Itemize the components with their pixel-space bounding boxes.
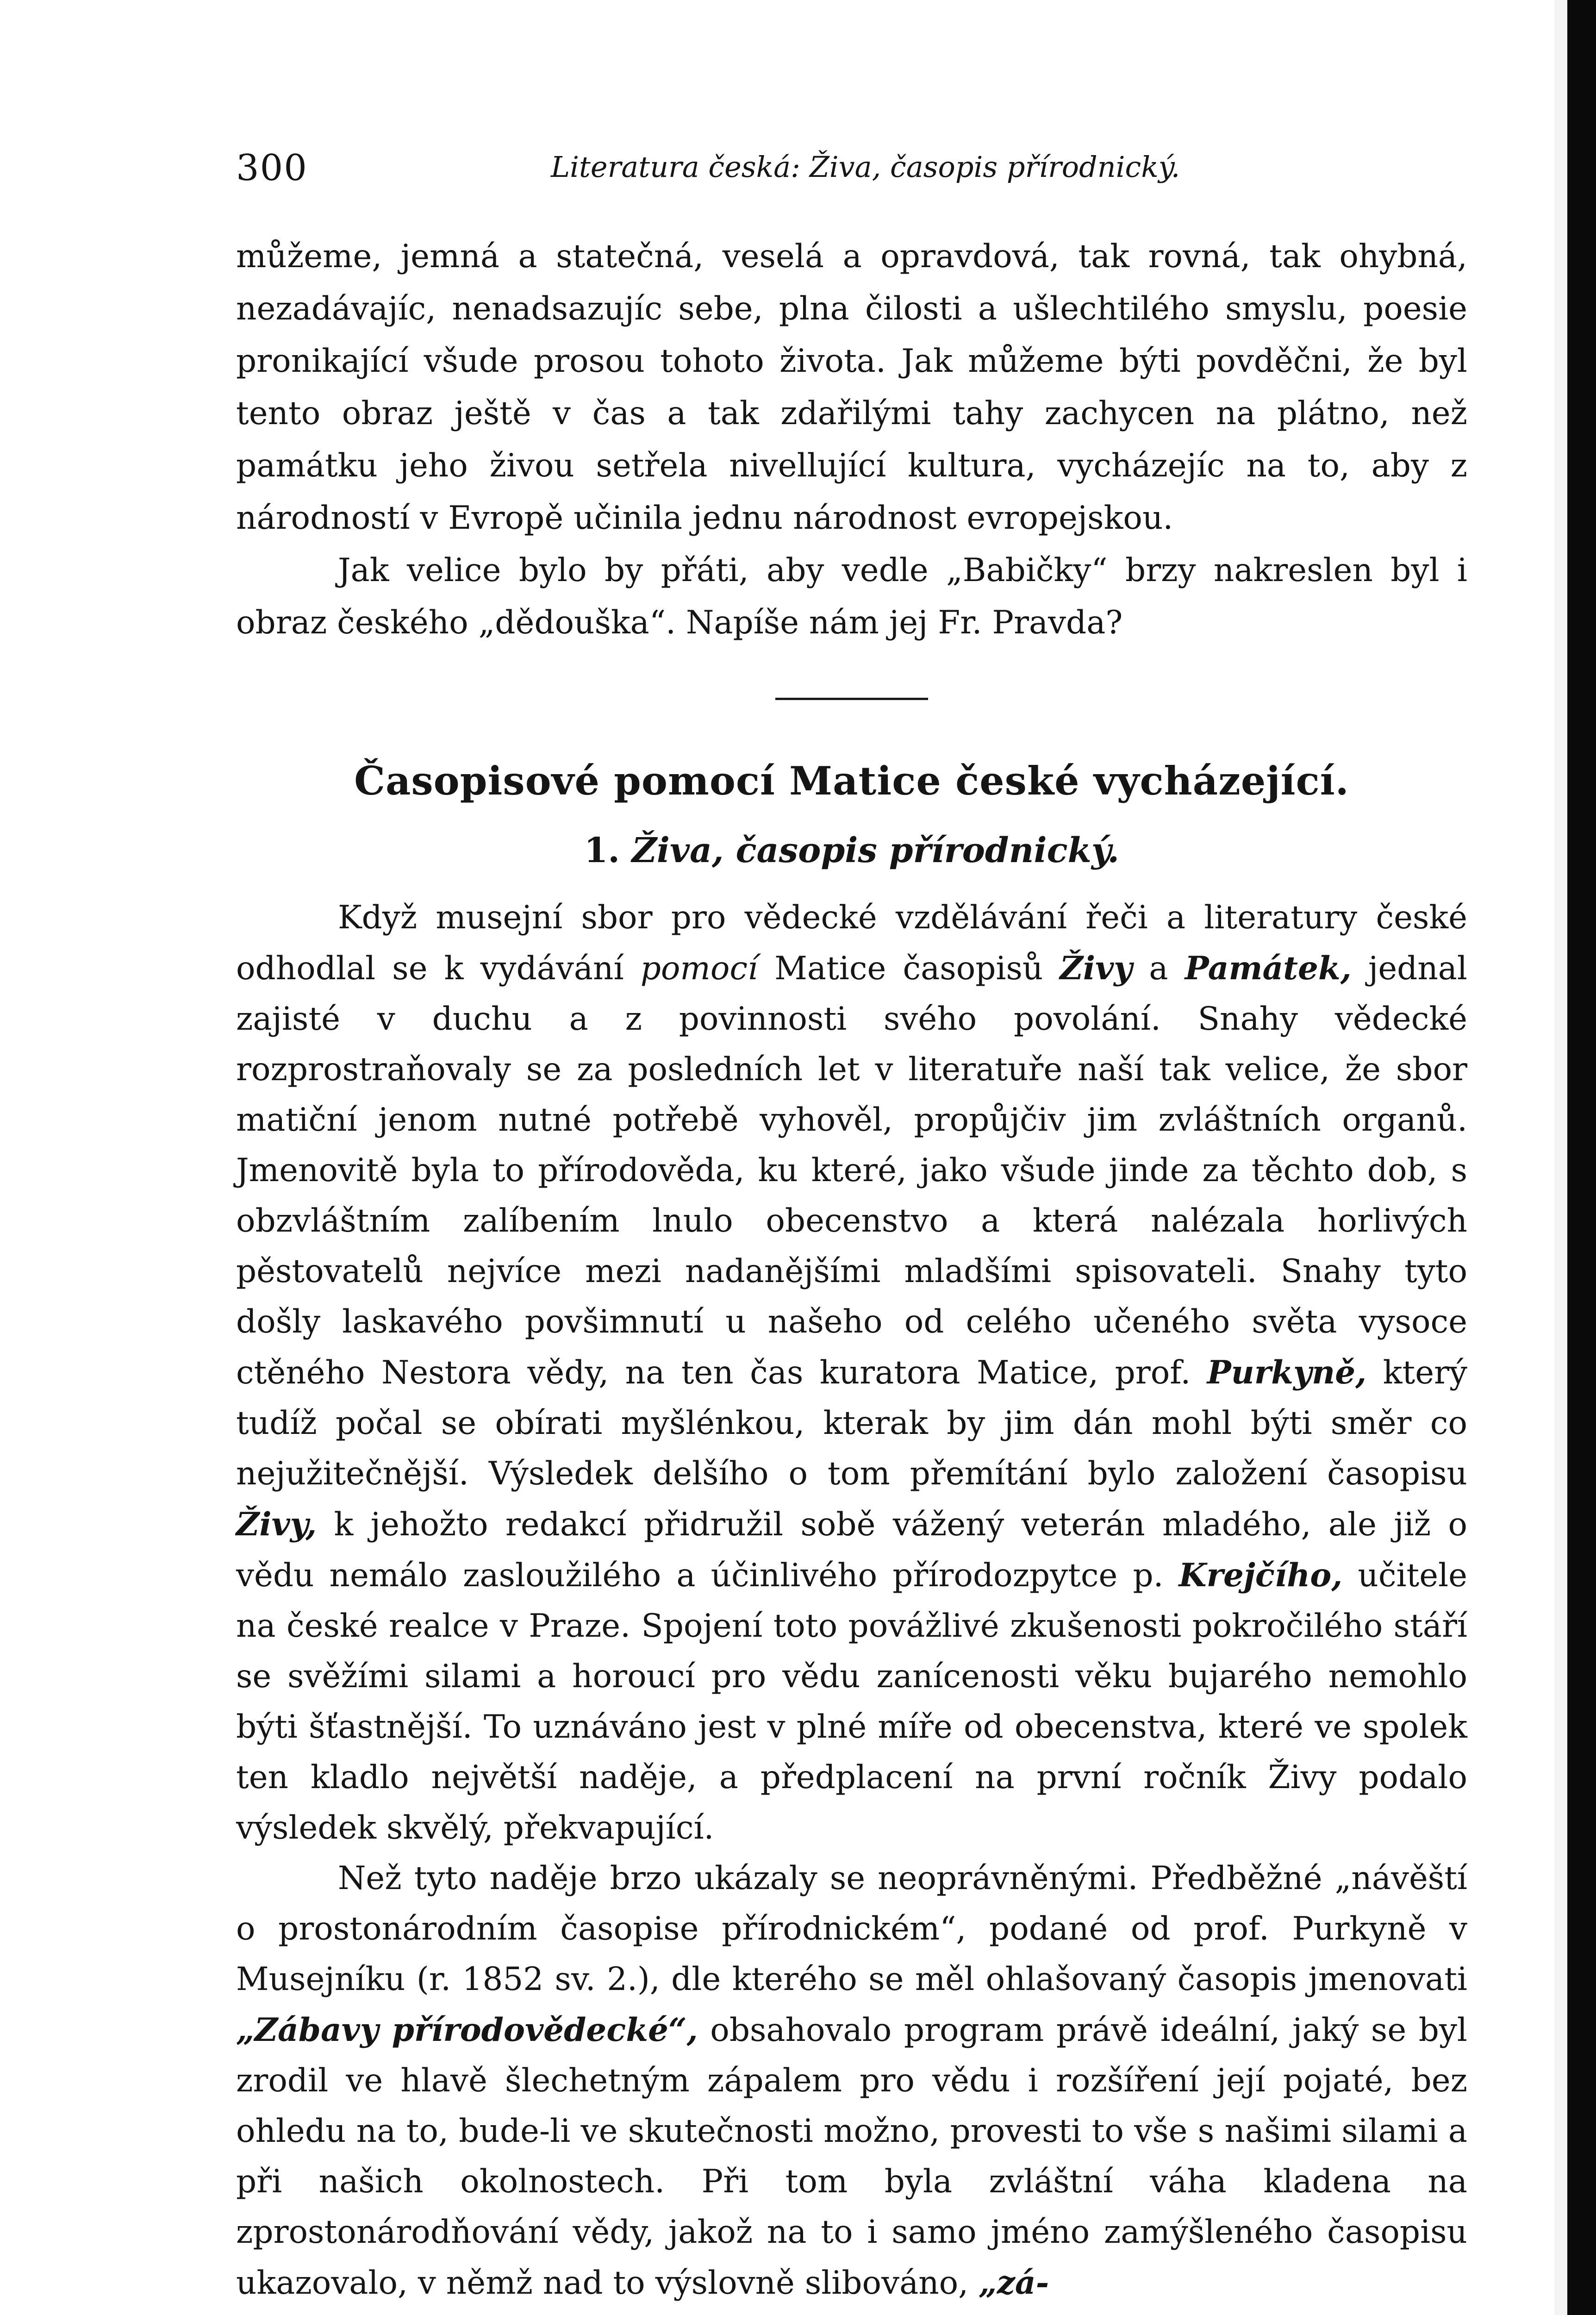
text-run: a [1149,950,1168,987]
scan-edge-bar [1567,0,1596,2315]
emphasis-text: Živy, [236,1506,317,1543]
scan-edge-margin [1554,0,1567,2315]
text-run: obsahovalo program právě ideální, jaký se byl zrodil ve hlavě šlechetným zápalem pro vědu i rozšíření její pojaté, bez ohledu na to, bude-li ve skutečnosti možno, provesti to vše s našimi silami a při našich okolnostech. Při tom byla zvláštní váha kladena na zprostonárodňování vědy, jakož na to i samo jméno zamýšleného časopisu ukazovalo, v němž nad to výslovně slibováno, [236,2012,1468,2302]
book-page [236,139,1467,2309]
page-number: 300 [236,147,308,189]
intro-paragraph-1: můžeme, jemná a statečná, veselá a opravdová, tak rovná, tak ohybná, nezadávajíc, nenadsazujíc sebe, plna čilosti a ušlechtilého smyslu, poesie pronikající všude prosou tohoto života. Jak můžeme býti povděčni, že byl tento obraz ještě v čas a tak zdařilými tahy zachycen na plátno, než památku jeho živou setřela nivellující kultura, vycházejíc na to, aby z národností v Evropě učinila jednu národnost evropejskou. [236,238,1467,537]
emphasis-text: pomocí [640,950,758,987]
section-divider [775,698,928,700]
text-run: učitele na české realce v Praze. Spojení toto povážlivé zkušenosti pokročilého stáří se svěžími silami a horoucí pro vědu zanícenosti věku bujarého nemohlo býti šťastnější. To uznáváno jest v plné míře od obecenstva, které ve spolek ten kladlo největší naděje, a předplacení na první ročník Živy podalo výsledek skvělý, překvapující. [236,1557,1468,1846]
text-run: k jehožto redakcí přidružil sobě vážený veterán mladého, ale již o vědu nemálo zasloužilého a účinlivého přírodozpytce p. [236,1506,1467,1594]
text-run: Než tyto naděje brzo ukázaly se neoprávněnými. Předběžné „návěští o prostonárodním časopise přírodnickém“, podané od prof. Purkyně v Musejníku (r. 1852 sv. 2.), dle kterého se měl ohlašovaný časopis jmenovati [236,1860,1467,1998]
running-title: Literatura česká: Živa, časopis přírodnický. [551,150,1180,184]
section-subtitle [236,831,1467,870]
main-paragraph-1 [236,893,1467,1853]
text-run: který tudíž počal se obírati myšlénkou, kterak by jim dán mohl býti směr co nejužitečnější. Výsledek delšího o tom přemítání bylo založení časopisu [236,1354,1467,1492]
section-title: Časopisové pomocí Matice české vycházející. [354,758,1349,804]
running-head [236,139,1467,194]
subtitle-text: Živa, časopis přírodnický. [631,831,1120,870]
emphasis-text: „zá- [979,2264,1049,2302]
main-paragraph-2 [236,1853,1467,2309]
subtitle-number: 1. [584,831,620,870]
text-run: Když musejní sbor pro vědecké vzdělávání řeči a literatury české odhodlal se k vydávání [236,899,1467,987]
emphasis-text: Purkyně, [1207,1354,1367,1391]
intro-paragraph-2: Jak velice bylo by přáti, aby vedle „Babičky“ brzy nakreslen byl i obraz českého „dědouška“. Napíše nám jej Fr. Pravda? [236,552,1467,641]
emphasis-text: „Zábavy přírodovědecké“, [236,2011,698,2049]
text-run: jednal zajisté v duchu a z povinnosti svého povolání. Snahy vědecké rozprostraňovaly se za posledních let v literatuře naší tak velice, že sbor matiční jenom nutné potřebě vyhověl, propůjčiv jim zvláštních organů. Jmenovitě byla to přírodověda, ku které, jako všude jinde za těchto dob, s obzvláštním zalíbením lnulo obecenstvo a která nalézala horlivých pěstovatelů nejvíce mezi nadanějšími mladšími spisovateli. Snahy tyto došly laskavého povšimnutí u našeho od celého učeného světa vysoce ctěného Nestora vědy, na ten čas kuratora Matice, prof. [236,950,1467,1391]
text-run: Matice časopisů [774,950,1043,987]
emphasis-text: Památek, [1185,950,1352,987]
emphasis-text: Živy [1060,950,1133,987]
emphasis-text: Krejčího, [1178,1557,1343,1594]
